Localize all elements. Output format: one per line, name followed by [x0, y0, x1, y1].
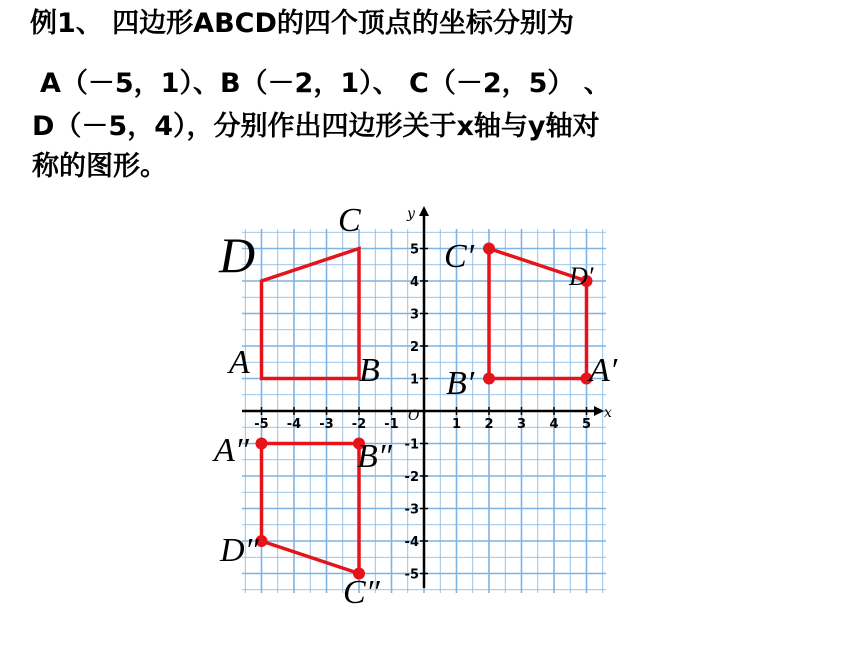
vertex-label-C-double-prime: C″ [343, 574, 380, 611]
vertex-point-A″ [256, 438, 268, 450]
y-tick-label: -3 [404, 502, 419, 518]
coordinates-line-2: D（－5，4），分别作出四边形关于x轴与y轴对 [32, 111, 600, 142]
axes [242, 206, 604, 588]
x-tick-label: 2 [484, 416, 494, 432]
y-tick-label: 1 [409, 372, 419, 388]
vertex-label-A-prime: A′ [589, 352, 618, 389]
x-tick-label: 4 [549, 416, 559, 432]
x-tick-label: -3 [319, 416, 334, 432]
vertex-label-D: D [219, 227, 256, 283]
example-heading-line: 例1、 四边形ABCD的四个顶点的坐标分别为 [30, 8, 574, 39]
vertex-point-B′ [483, 373, 495, 385]
y-tick-label: 5 [409, 242, 419, 258]
x-tick-label: 5 [581, 416, 592, 432]
y-axis-arrow-icon [419, 206, 429, 216]
x-tick-label: -4 [286, 416, 302, 432]
vertex-label-B: B [359, 352, 380, 389]
vertex-label-C: C [338, 202, 361, 239]
y-tick-label: 4 [409, 275, 419, 290]
vertex-label-D-prime: D′ [569, 262, 594, 291]
x-axis-label: x [604, 405, 612, 421]
y-tick-label: -2 [404, 470, 419, 485]
x-tick-label: -5 [254, 416, 269, 432]
x-tick-label: -2 [351, 416, 367, 432]
x-tick-label: -1 [384, 416, 399, 432]
vertex-label-C-prime: C′ [444, 238, 475, 275]
y-tick-label: -5 [404, 567, 419, 583]
vertex-point-C′ [483, 243, 495, 255]
y-axis-label: y [407, 206, 415, 222]
instruction-line: 称的图形。 [32, 151, 167, 182]
vertex-label-A: A [229, 344, 250, 381]
coordinates-line-1: A（－5，1）、B（－2，1）、 C（－2，5） 、 [40, 68, 611, 99]
vertex-label-B-double-prime: B″ [357, 438, 392, 475]
vertex-label-B-prime: B′ [446, 365, 475, 402]
origin-label: O [408, 408, 420, 424]
x-tick-label: 1 [451, 416, 462, 432]
y-tick-label: -1 [404, 437, 419, 453]
y-tick-label: -4 [404, 535, 419, 550]
tick-labels [254, 243, 591, 583]
y-tick-label: 3 [409, 307, 419, 323]
y-tick-label: 2 [409, 340, 419, 355]
vertex-label-A-double-prime: A″ [214, 432, 249, 469]
x-tick-label: 3 [516, 416, 527, 432]
vertex-label-D-double-prime: D″ [220, 532, 259, 569]
